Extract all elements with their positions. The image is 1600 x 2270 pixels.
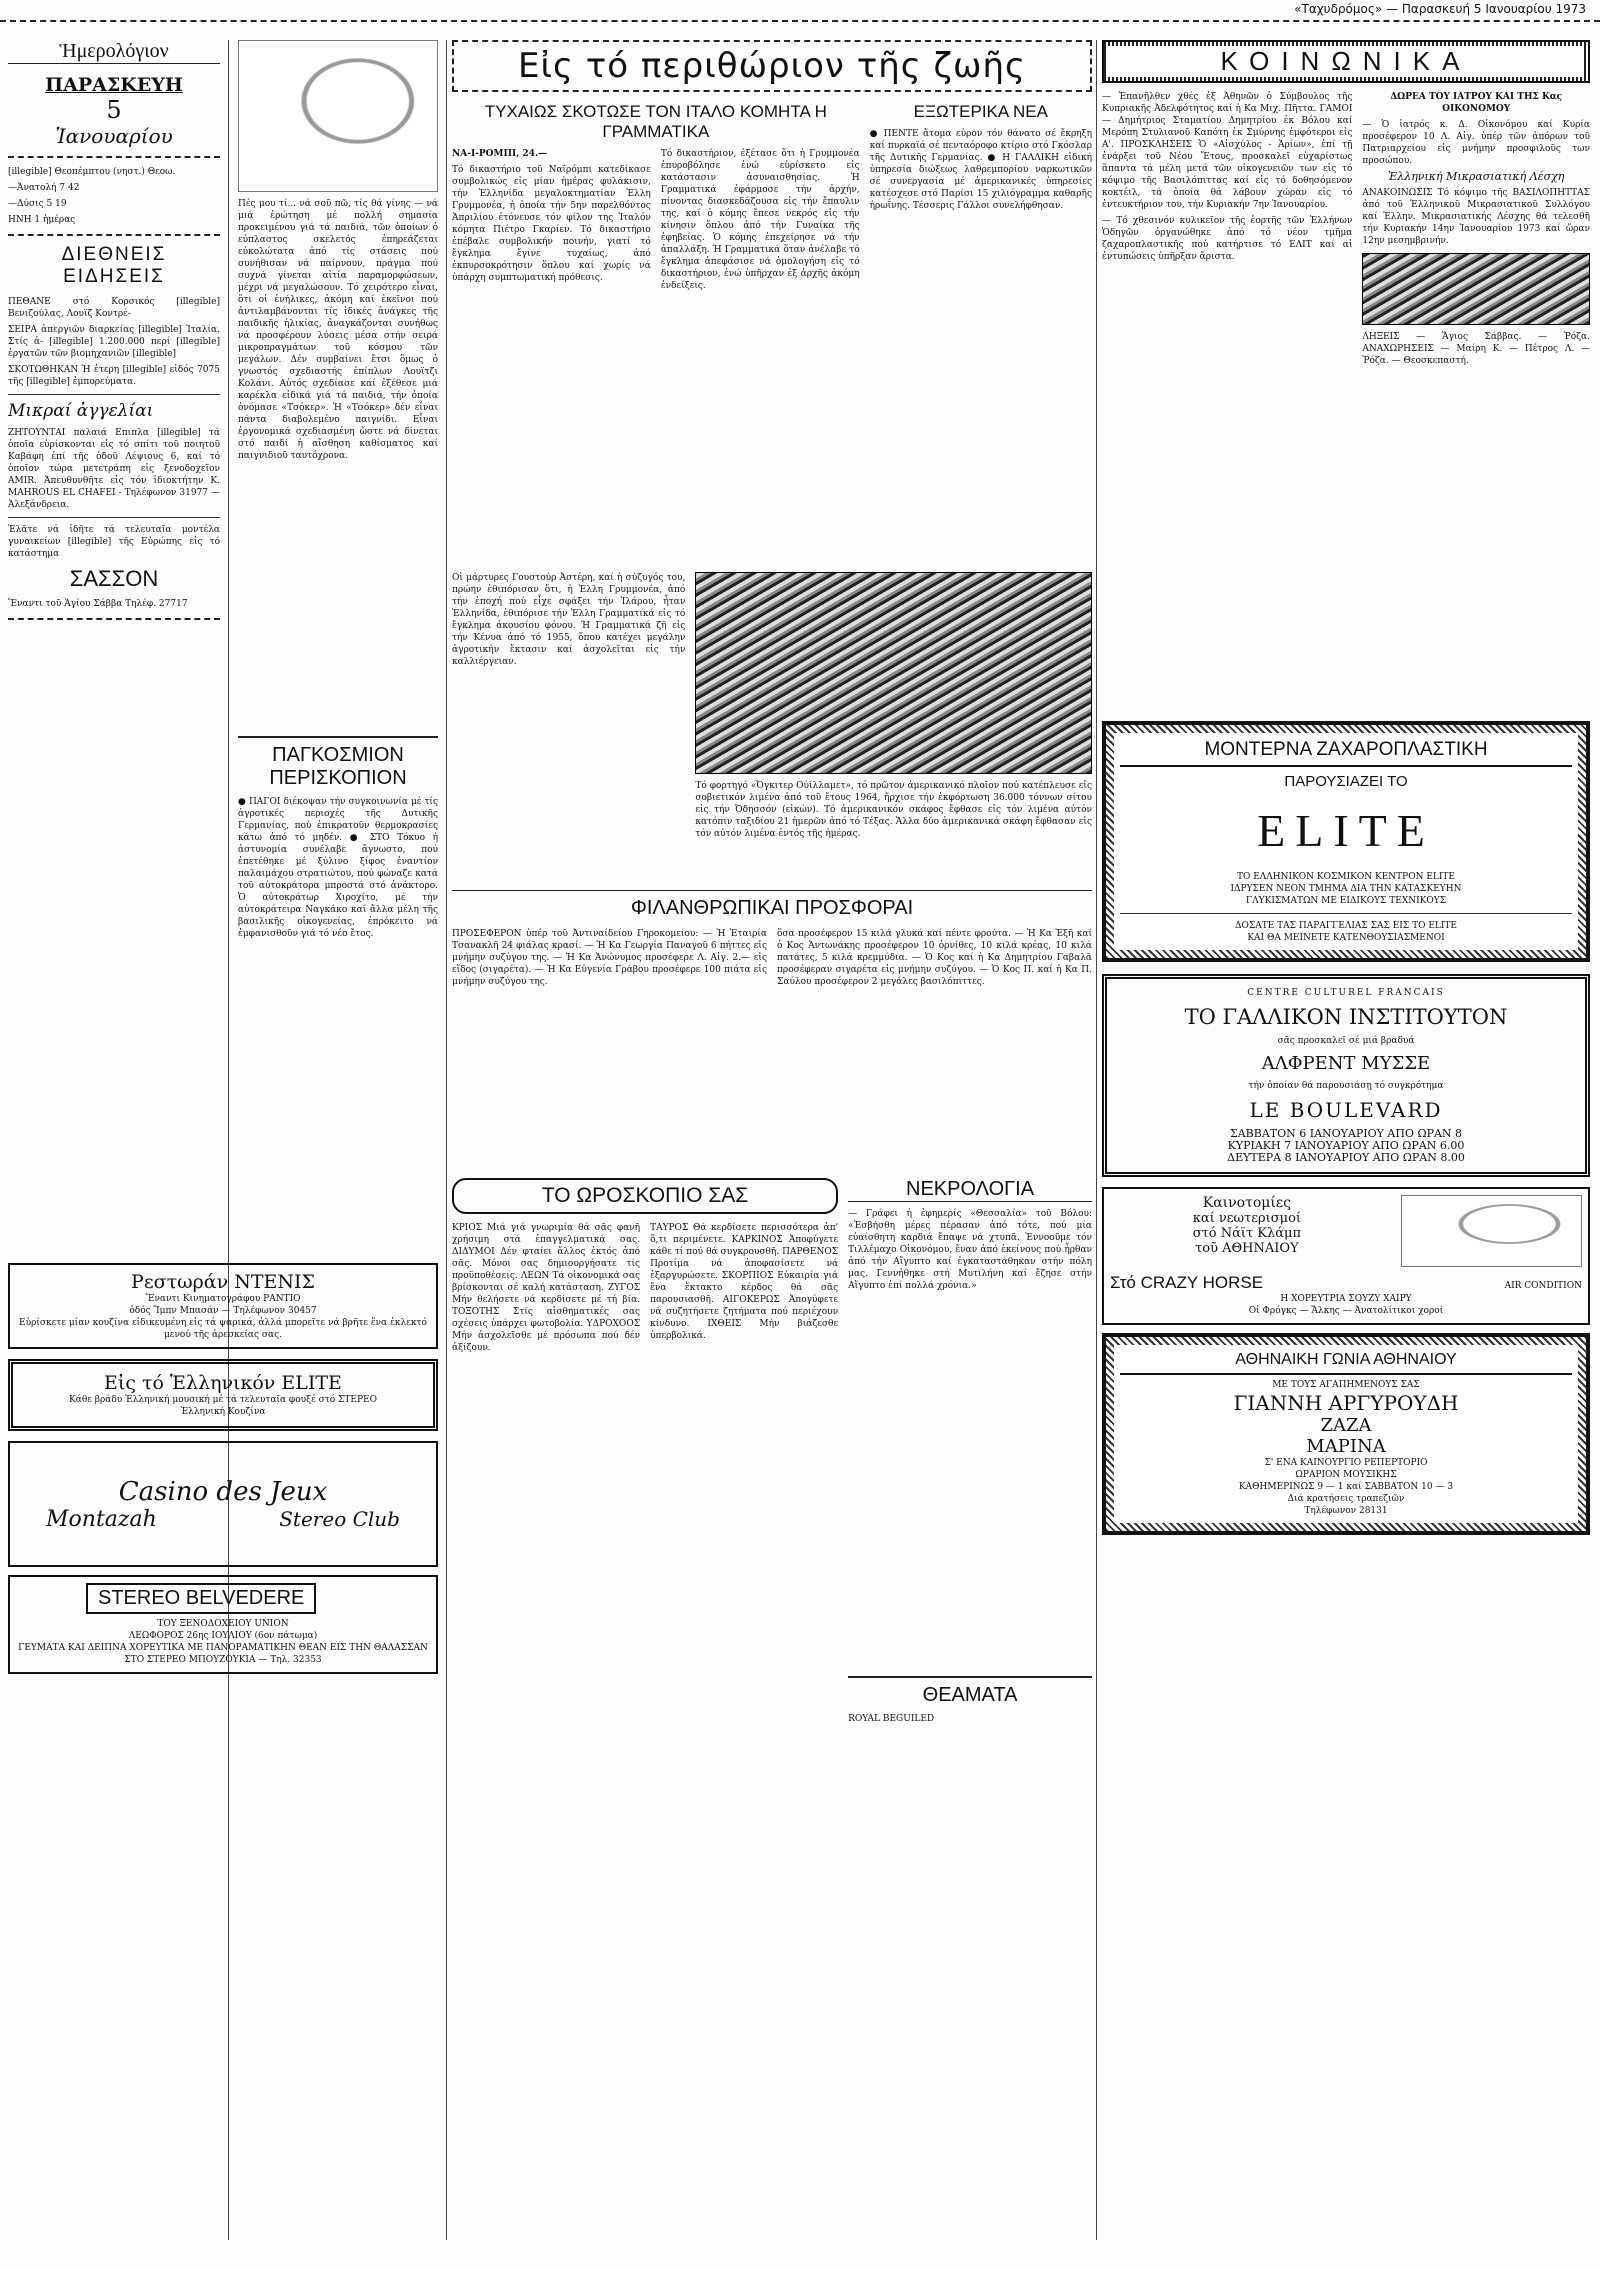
section-heading: Μικραί ἀγγελίαι	[8, 401, 154, 421]
foreign-news-title: ΕΞΩΤΕΡΙΚΑ ΝΕΑ	[913, 102, 1048, 121]
ad-line: ὁδός Ἴμπν Μπασάν — Τηλέφωνον 30457	[129, 1306, 317, 1316]
divider	[8, 394, 220, 395]
calendar-heading: Ἡμερολόγιον	[8, 40, 220, 64]
ad-line: ΜΑΡΙΝΑ	[1306, 1436, 1386, 1457]
photo-caption: Τό φορτηγό «Ὀγκιτερ Οὐίλλαμετ», τό πρῶτον ἀμερικανικό πλοῖον πού κατέπλευσε εἰς σοβιετικόν λιμένα ἀπό τοῦ ἔτους 1964, ἤρχισε τήν ἐκφόρτωση 36.000 τόννων σίτου εἰς τήν Ὀδησσόν (εἰκών). Τό ἀμερικανικόν σκάφος ἔφθασε εἰς τόν λιμένα αὐτόν κατόπιν ταξιδίου 21 ἡμερῶν ἀπό τό Τέξας. Ἄλλα δύο ἀμερικανικά σκάφη ἔφθασαν εἰς τόν αὐτόν λιμένα ἐντός τῆς ἡμέρας.	[695, 781, 1092, 839]
ad-belvedere	[8, 1575, 438, 1674]
announcement-text: ΑΝΑΚΟΙΝΩΣΙΣ Τό κόψιμο τῆς ΒΑΣΙΛΟΠΗΤΤΑΣ ἀπό τοῦ Ἑλληνικοῦ Μικρασιατικοῦ Συλλόγου καί Ἑλλην. Μικρασιατικής Λέσχης θά τελεσθῆ τήν Κυριακήν 14ην Ἰανουαρίου 1973 καί ὥραν 12ην μεσημβρινήν.	[1362, 188, 1590, 246]
ad-title: ΤΟ ΓΑΛΛΙΚΟΝ ΙΝΣΤΙΤΟΥΤΟΝ	[1184, 1005, 1508, 1029]
ad-line: ΓΙΑΝΝΗ ΑΡΓΥΡΟΥΔΗ	[1233, 1391, 1459, 1415]
foreign-news-text: ● ΠΕΝΤΕ ἄτομα εὗρον τόν θάνατο σέ ἔκρηξη καί πυρκαϊά σέ πενταόροφο κτίριο στό Γκόσλαρ τῆς Δυτικῆς Γερμανίας. ● Η ΓΑΛΛΙΚΗ εἰδική ὑπηρεσία διώξεως λαθρεμπορίου ναρκωτικῶν σέ συνεργασία μέ ἀμερικανικές ὑπηρεσίες κατέσχεσε στό Παρίσι 15 χιλιόγραμμα καθαρῆς ἡρωΐνης. Τέσσερις Γάλλοι συνελήφθησαν.	[869, 129, 1092, 211]
obituary-text: — Γράφει ἡ ἐφημερίς «Θεσσαλία» τοῦ Βόλου: «Ἐσβήσθη μέρες πέρασαν ἀπό τότε, πού μία εὐαίσθητη καρδιά ἔπαψε νά χτυπᾶ. Ἐννοοῦμε τόν Τιλλέμαχο Οἰκονόμου, ἕναν ἀπό ἐκείνους πού ἦρθαν ἀπό τήν Αἴγυπτο καί ἐγκαταστάθηκαν στήν πόλη μας. Γεννήθηκε στή Μυτιλήνη καί ἔζησε στήν Αἴγυπτο ἐπί πολλά χρόνια.»	[848, 1209, 1092, 1291]
calendar-lines	[8, 166, 220, 226]
ad-line: Σ' ΕΝΑ ΚΑΙΝΟΥΡΓΙΟ ΡΕΠΕΡΤΟΡΙΟ	[1264, 1458, 1428, 1468]
ad-top: CENTRE CULTUREL FRANCAIS	[1247, 988, 1445, 998]
ad-elite-logo: ELITE	[1257, 805, 1435, 856]
column-right	[1102, 40, 1590, 2240]
column-rule	[446, 40, 447, 2240]
article-paragraph: Τό δικαστήριον, ἐξέτασε ὅτι ἡ Γρυμμονέα ἐπυροβόλησε ἐνώ εὑρίσκετο εἰς κατάστασιν ἀσυναισθησίας. Ἡ Γραμματικά ἐφάρμοσε τήν ἀρχήν, πίνοντας διασκεδάζουσα εἰς τήν ἔπαυλιν της, καί ὁ κόμης ἔπεσε νεκρός εἰς τήν κίνησιν ὅπλου ἀπό τήν Γυναίκα τῆς ἐφηβείας. Ὁ κόμης ἐπεχείρησε νά τήν ἀπαλλάξη. Ἡ Γραμματικά ὅταν ἀνέλαβε τό ἔγκλημα ἀπεφάσισε νά ὁμολογήση εἰς τό δικαστήριον, ἐνώ ὑπῆρχαν ἐξ ἀρχῆς ἀκόμη ἐνδείξεις.	[660, 149, 860, 291]
ad-line: καί νεωτερισμοί	[1192, 1211, 1302, 1226]
sasson-address: Ἔναντι τοῦ Ἁγίου Σάββα Τηλέφ. 27717	[8, 599, 188, 609]
ship-photo	[695, 572, 1092, 774]
news-list	[8, 296, 220, 388]
news-item: ΠΕΘΑΝΕ στό Κορσικός [illegible] Βενιζούλας, Λουϊζ Κοντρέ-	[8, 297, 220, 319]
ad-line: ΤΟΥ ΞΕΝΟΔΟΧΕΙΟΥ UNION	[157, 1619, 289, 1629]
calendar-line: [illegible] Θεοπέμπτου (νηστ.) Θεοω.	[8, 167, 176, 177]
ad-subtitle: ΠΑΡΟΥΣΙΑΖΕΙ ΤΟ	[1284, 773, 1408, 790]
ad-title: Ρεστωράν ΝΤΕΝΙΣ	[131, 1271, 315, 1293]
ad-line: Η ΧΟΡΕΥΤΡΙΑ ΣΟΥΖΥ ΧΑΙΡΥ	[1280, 1294, 1412, 1304]
divider	[8, 517, 220, 518]
ad-line: Εὑρίσκετε μίαν κουζίνα εἰδικευμένη εἰς τά ψαρικά, ἀλλά μπορεῖτε νά βρῆτε ἕνα ἐκλεκτό μενού τῆς ἀρεσκείας σας.	[19, 1318, 427, 1340]
periscope-text: ● ΠΑΓΟΙ διέκοψαν τήν συγκοινωνία μέ τίς ἀγροτικές περιοχές τῆς Δυτικῆς Γερμανίας, πού ἐπικρατοῦν θερμοκρασίες κάτω ἀπό τό μηδέν. ● ΣΤΟ Τόκυο ἡ ἀστυνομία συνέλαβε ἄγνωστο, πού ἐπετέθηκε μέ ξύλινο ξίφος ἐναντίον παλαιμάχου στρατιώτου, πού φώναζε κατά τοῦ αὐτοκράτορα μπροστά στό ἀνάκτορο. Ὁ αὐτοκράτωρ Χιροχίτο, μέ τήν αὐτοκράτειρα Ναγκάκο καί ἄλλα μέλη τῆς βασιλικῆς οἰκογενείας, ἐπρόκειτο νά ἐμφανισθοῦν γιά τό νέο ἔτος.	[238, 797, 438, 939]
column-left	[8, 40, 220, 2240]
lead-article-col2	[661, 148, 860, 588]
ad-line: ΖΑΖΑ	[1320, 1415, 1372, 1436]
ad-date: ΣΑΒΒΑΤΟΝ 6 ΙΑΝΟΥΑΡΙΟΥ ΑΠΟ ΩΡΑΝ 8	[1229, 1127, 1463, 1140]
donation-title: ΔΩΡΕΑ ΤΟΥ ΙΑΤΡΟΥ ΚΑΙ ΤΗΣ Κας ΟΙΚΟΝΟΜΟΥ	[1390, 92, 1563, 114]
ad-line: ΙΔΡΥΣΕΝ ΝΕΟΝ ΤΜΗΜΑ ΔΙΑ ΤΗΝ ΚΑΤΑΣΚΕΥΗΝ	[1230, 884, 1462, 894]
koinonika-side	[1362, 91, 1590, 721]
ad-title: Εἰς τό Ἑλληνικόν ELITE	[104, 1372, 342, 1394]
ad-crazy-horse	[1102, 1187, 1590, 1325]
column-rule	[228, 40, 229, 2240]
ad-line: στό Νάϊτ Κλάμπ	[1192, 1226, 1302, 1241]
calendar-line: —Ἀνατολή 7 42	[8, 183, 80, 193]
koinonika-paragraph: — Τό χθεσινόν κυλικεῖον τῆς ἑορτῆς τῶν Ἑλλήνων Ὁδηγῶν ὀργανώθηκε ἀπό τό νέον τμῆμα ζαχαροπλαστικῆς πού κατήρτισε τό ΕΛΙΤ καί αἱ ἐντυπώσεις ὑπῆρξαν ἄριστα.	[1102, 216, 1353, 262]
ad-line: Τηλέφωνον 28131	[1304, 1506, 1388, 1516]
divider	[1120, 913, 1572, 914]
ad-line: ΜΕ ΤΟΥΣ ΑΓΑΠΗΜΕΝΟΥΣ ΣΑΣ	[1272, 1380, 1420, 1390]
ad-line: Διά κρατήσεις τραπεζιῶν	[1287, 1494, 1405, 1504]
calendar-month: Ἰανουαρίου	[55, 124, 173, 148]
ship-illustration	[1362, 253, 1590, 325]
lesxi-title: Ἑλληνική Μικρασιατική Λέσχη	[1388, 170, 1565, 183]
ad-line: ΩΡΑΡΙΟΝ ΜΟΥΣΙΚΗΣ	[1295, 1470, 1397, 1480]
charity-title: ΦΙΛΑΝΘΡΩΠΙΚΑΙ ΠΡΟΣΦΟΡΑΙ	[452, 890, 1092, 920]
horoscope-col2: ΤΑΥΡΟΣ Θά κερδίσετε περισσότερα ἀπ' ὅ,τι περιμένετε. ΚΑΡΚΙΝΟΣ Ἀποφύγετε κάθε τί πού θά συγκρουσθῆ. ΠΑΡΘΕΝΟΣ Προτίμα νά ἀποφασίσετε νά ἐξαργυρώσετε. ΣΚΟΡΠΙΟΣ Εὐκαιρία γιά ἕνα ἔκτακτο κέρδος θά σᾶς παρουσιασθῆ. ΑΙΓΟΚΕΡΩΣ Ἀπογύφετε νά συζητήσετε ζητήματα πού περιέχουν κίνδυνο. ΙΧΘΕΙΣ Μήν βιάζεσθε ὑπερβολικά.	[650, 1223, 839, 1341]
column-second	[238, 40, 438, 2240]
section-heading: ΔΙΕΘΝΕΙΣ ΕΙΔΗΣΕΙΣ	[61, 244, 167, 287]
ad-line: ΣΤΟ ΣΤΕΡΕΟ ΜΠΟΥΖΟΥΚΙΑ — Τηλ. 32353	[124, 1655, 322, 1665]
ad-athinaiki-gonia	[1102, 1333, 1590, 1535]
ad-group: LE BOULEVARD	[1249, 1098, 1443, 1122]
charity-col2: ὅσα προσέφερον 15 κιλά γλυκά καί πέντε φρούτα. — Ἡ Κα Ἐξῆ καί ὁ Κος Ἀντωνάκης προσέφερον 10 ὀρνίθες, 10 κιλά κρέας, 10 κιλά πατάτες, 5 κιλά κρεμμύδια. — Ὁ Κος καί ἡ Κα Δημητρίου Γαβαλᾶ προσέφεραν σιγαρέτα εἰς μνήμην συζύγου. — Ὁ Κος Π. καί ἡ Κα Π. Σαύλου προσέφερον 2 μεγάλες βασιλόπιττες.	[777, 929, 1092, 987]
ad-greek-elite	[8, 1359, 438, 1431]
ad-line: ΤΟ ΕΛΛΗΝΙΚΟΝ ΚΟΣΜΙΚΟΝ ΚΕΝΤΡΟΝ ELITE	[1236, 872, 1456, 882]
news-item: ΣΚΟΤΩΘΗΚΑΝ Ἡ ἐτερη [illegible] εἰδός 7075 τῆς [illegible] ἐμπορεύματα.	[8, 365, 220, 387]
ad-title: ΜΟΝΤΕΡΝΑ ΖΑΧΑΡΟΠΛΑΣΤΙΚΗ	[1120, 739, 1572, 767]
koinonika-paragraph: — Ἐπανῆλθεν χθές ἐξ Ἀθηνῶν ὁ Σύμβουλος τῆς Κυπριακῆς Ἀδελφότητος καί ἡ Κα Μιχ. Πῆττα. ΓΑΜΟΙ — Δημήτριος Σταματίου Δημητρίου ἐκ Βόλου καί Μερόπη Στυλιανοῦ Καπότη ἐκ Σμύρνης ἐμφότεροι εἰς Α'. ΠΡΟΣΚΛΗΣΕΙΣ Ὁ «Αἰσχύλος - Ἀρίων», ἐπί τῇ ἐνάρξει τοῦ Νέου Ἔτους, προσκαλεῖ εὐχαρίστως ἅπαντα τά μέλη μετά τῶν οἰκογενειῶν των εἰς τό κόψιμο τῆς Βασιλόπιττας καί εἰς τό δοθησόμενον κοκτέιλ, τά ὁποία θά λάβουν χώραν εἰς τό ἐντευκτήριον του, τήν Κυριακήν 7ην Ἰανουαρίου.	[1102, 92, 1353, 210]
charity-col1: ΠΡΟΣΕΦΕΡΟΝ ὑπέρ τοῦ Ἀντιναίδείου Γηροκομείου: — Ἡ Ἑταιρία Τσανακλῆ 24 φιάλας κρασί. — Ἡ Κα Γεωργία Παναγοῦ 6 πήττες εἰς μνήμην συζύγου της. — Ἡ Κα Ἀνώνυμος προσέφερε Λ. Αἰγ. 2.— εἰς εἴδος (σιγαρέτα). — Ἡ Κα Εὐγενία Γράβου προσέφερε 100 πιάτα εἰς μνήμην συζύγου της.	[452, 929, 767, 987]
ad-line: ΛΕΩΦΟΡΟΣ 26ης ΙΟΥΛΙΟΥ (6ον πάτωμα)	[128, 1631, 318, 1641]
ad-line: ΓΕΥΜΑΤΑ ΚΑΙ ΔΕΙΠΝΑ ΧΟΡΕΥΤΙΚΑ ΜΕ ΠΑΝΟΡΑΜΑΤΙΚΗΝ ΘΕΑΝ ΕΙΣ ΤΗΝ ΘΑΛΑΣΣΑΝ	[18, 1643, 428, 1653]
lixeis-text: ΛΗΞΕΙΣ — Ἅγιος Σάββας. — Ῥόζα. ΑΝΑΧΩΡΗΣΕΙΣ — Μαίρη Κ. — Πέτρος Λ. — Ῥόζα. — Θεοσκεπαστή.	[1362, 332, 1590, 366]
obituary-title: ΝΕΚΡΟΛΟΓΙΑ	[848, 1178, 1092, 1202]
theamata-title: ΘΕΑΜΑΤΑ	[848, 1676, 1092, 1707]
ad-line: Καινοτομίες	[1202, 1195, 1291, 1211]
sasson-name: ΣΑΣΣΟΝ	[69, 566, 159, 591]
casino-club: Stereo Club	[279, 1506, 400, 1531]
ad-casino	[8, 1441, 438, 1567]
ad-line: Κάθε βράδυ Ἑλληνική μουσική μέ τά τελευταῖα φουξέ στό ΣΤΕΡΕΟ	[69, 1395, 377, 1405]
lead-article-continued: Οἱ μάρτυρες Γουστούρ Ἀστέρη, καί ἡ σύζυγός του, πρώην ἐθιπόρισαν ὅτι, ἡ Ἐλλη Γρυμμονέα, ἀπό τήν ἐποχή πού εἶχε σφάξει τήν Ἱλάρου, ἦταν Ἑλληνίδα, ἐθιπόρισε τήν Ἐλλη Γραμματικά εἰς τό ἔγκλημα ἀκουσίου φόνου. Ἡ Γραμματικά ζῆ εἰς τήν Κένυα ἀπό τό 1955, ὅπου κατέχει μεγάλην ἀγροτικήν ἔκτασιν καί ἀσχολεῖται εἰς τήν καλλιέργειαν.	[452, 573, 686, 667]
ad-line: Ἑλληνική Κουζίνα	[180, 1407, 266, 1417]
child-chair-illustration	[238, 40, 438, 192]
lower-left-ads	[8, 1255, 438, 1682]
lead-article-col1	[452, 148, 651, 588]
ad-name: ΑΛΦΡΕΝΤ ΜΥΣΣΕ	[1261, 1053, 1431, 1074]
koinonika-title: ΚΟΙΝΩΝΙΚΑ	[1108, 46, 1584, 77]
ad-title: STEREO BELVEDERE	[86, 1583, 316, 1614]
column-center	[452, 40, 1092, 2240]
lead-article-title: ΤΥΧΑΙΩΣ ΣΚΟΤΩΣΕ ΤΟΝ ΙΤΑΛΟ ΚΟΜΗΤΑ Η ΓΡΑΜΜΑΤΙΚΑ	[484, 102, 827, 141]
ad-title: ΑΘΗΝΑΙΚΗ ΓΩΝΙΑ ΑΘΗΝΑΙΟΥ	[1120, 1351, 1572, 1375]
horse-logo	[1401, 1195, 1582, 1267]
dateline: ΝΑ-Ι-ΡΟΜΠΙ, 24.—	[452, 149, 548, 159]
section-banner: Εἰς τό περιθώριον τῆς ζωῆς	[452, 40, 1092, 92]
casino-name: Casino des Jeux	[118, 1476, 328, 1507]
divider	[8, 234, 220, 236]
chair-story: Πές μου τί... νά σοῦ πῶ, τίς θά γίνης — νά μιά ἐρώτηση μέ πολλή σημασία προκειμένου γιά τά παιδιά, τῶν ὁποίων ὁ εὐπλαστος σκελετός ἐπηρεάζεται εὐκολώτατα ἀπό τίς στάσεις πού συνήθισαν νά παίρνουν, πράγμα πού συχνά γίνεται αἰτία παραμορφώσεων, μέχρι νά μεγαλώσουν. Τό χειρότερο εἶναι, ὅτι οἱ ἐνήλικες, ἀκόμη καί ἐκεῖνοι πού ἀντιλαμβάνονται τίς ἰδικές ἀνάγκες τῆς παιδικῆς ἡλικίας, ἀναγκάζονται συνήθως νά προσφέρουν λύσεις μέσα στήν σειρά μικροπραγμάτων τοῦ κόσμου τῶν μεγάλων. Δέν συμβαίνει ἔτσι ὅμως ὁ γνωστός σχεδιαστής ἐπίπλων Λουϊτζι Κολάνι. Αὐτός σχεδίασε καί ἐξέθεσε μιά καρέκλα εἰδικά γιά τά παιδιά, τήν ὁποία ὀνόμασε «Τσόκερ». Ἡ «Τσόκερ» δέν εἶναι πάντα διαβολεμένο παιγνίδι. Εἶναι ἐργονομικά σχεδιασμένη ὥστε νά δίνεται στό παιδί ἡ αἴσθηση καθίσματος καί παιγνιδιοῦ ταυτόχρονα.	[238, 199, 438, 461]
page-header-line	[0, 0, 1600, 22]
article-paragraph: Τό δικαστήριο τοῦ Ναϊρόμπι κατεδίκασε συμβολικώς εἰς μίαν ἡμέρας φυλάκισιν, τήν Ἑλληνίδα μεγαλοκτηματίαν Ἐλλη Γρυμμονέα, ἡ ὁποία τήν 5ην παρελθόντος Ἀπριλίου ἐτόνευσε τόν φίλον της Ἰταλόν κόμητα Πιέτρο Γκαρίεν. Τό δικαστήριο ἐπέβαλε συμβολικήν ποινήν, γιατί τό ἔγκλημα ἔγινε τυχαίως, ἀπό ἐκπυρσοκρότησιν ὅπλου καί χωρίς νά ὑπάρχη συμπτωματική πρόθεσις.	[452, 165, 651, 283]
calendar-day: ΠΑΡΑΣΚΕΥΗ	[45, 74, 183, 96]
koinonika-banner	[1102, 40, 1590, 83]
theamata-text: ROYAL BEGUILED	[848, 1714, 935, 1724]
ad-line: σᾶς προσκαλεῖ σέ μιά βραδυά	[1277, 1036, 1415, 1046]
ad-line: ΔΟΣΑΤΕ ΤΑΣ ΠΑΡΑΓΓΕΛΙΑΣ ΣΑΣ ΕΙΣ ΤΟ ELITE	[1235, 921, 1457, 931]
sasson-intro: Ἐλᾶτε νά ἰδῆτε τά τελευταῖα μοντέλα γυναικείων [illegible] τῆς Εὐρώπης εἰς τό κατάστημα	[8, 525, 220, 559]
ad-line: ΓΛΥΚΙΣΜΑΤΩΝ ΜΕ ΕΙΔΙΚΟΥΣ ΤΕΧΝΙΚΟΥΣ	[1245, 896, 1447, 906]
ad-line: τοῦ ΑΘΗΝΑΙΟΥ	[1195, 1241, 1299, 1256]
ad-line: AIR CONDITION	[1504, 1281, 1582, 1291]
horoscope-title: ΤΟ ΩΡΟΣΚΟΠΙΟ ΣΑΣ	[452, 1178, 838, 1214]
ad-denis	[8, 1263, 438, 1349]
ad-line: ΚΑΘΗΜΕΡΙΝΩΣ 9 — 1 καί ΣΑΒΒΑΤΟΝ 10 — 3	[1238, 1482, 1454, 1492]
divider	[8, 618, 220, 620]
koinonika-text	[1102, 91, 1352, 721]
ad-line: Οἱ Φρόγκς — Ἄλκης — Ἀνατολίτικοι χοροί	[1248, 1306, 1444, 1316]
calendar-date: 5	[106, 96, 122, 124]
divider	[8, 156, 220, 158]
ad-line: τήν ὁποίαν θά παρουσιάσῃ τό συγκρότημα	[1248, 1081, 1444, 1091]
ad-date: ΚΥΡΙΑΚΗ 7 ΙΑΝΟΥΑΡΙΟΥ ΑΠΟ ΩΡΑΝ 6.00	[1227, 1139, 1465, 1152]
ad-line: Στό CRAZY HORSE	[1110, 1273, 1264, 1292]
ad-institute	[1102, 974, 1590, 1177]
casino-place: Montazah	[46, 1506, 157, 1532]
ad-line: ΚΑΙ ΘΑ ΜΕΙΝΕΤΕ ΚΑΤΕΝΘΟΥΣΙΑΣΜΕΝΟΙ	[1247, 933, 1445, 943]
calendar-line: —Δύσις 5 19	[8, 199, 67, 209]
calendar-line: ΗΝΗ 1 ἡμέρας	[8, 215, 76, 225]
header-text: «Ταχυδρόμος» — Παρασκευή 5 Ιανουαρίου 1973	[1294, 2, 1586, 16]
news-item: ΣΕΙΡΑ ἀπεργιῶν διαρκείας [illegible] Ἰταλία. Στίς ἀ- [illegible] 1.200.000 περί [illegible] ἐργατῶν τῶν βιομηχανιῶν [illegible]	[8, 325, 220, 359]
horoscope-col1: ΚΡΙΟΣ Μιά γιά γνωριμία θά σᾶς φανῆ χρήσιμη στά ἐπαγγελματικά σας. ΔΙΔΥΜΟΙ Δέν φταίει ἄλλος ἐκτός ἀπό σᾶς. Μόνοι σας δημιουργήσατε τίς προϋποθέσεις. ΛΕΩΝ Τά οἰκονομικά σας βρίσκονται σέ καλή κατάσταση. ΖΥΓΟΣ Μήν θελήσετε νά κερδίσετε μέ τή βία. ΤΟΞΟΤΗΣ Στίς αἰσθηματικές σας σχέσεις ὑπάρχει φωτοβολία. ΥΔΡΟΧΟΟΣ Μήν ἀσχολεῖσθε μέ πρόσωπα πού δέν ἀξίζουν.	[452, 1223, 641, 1353]
donation-text: — Ὁ ἰατρός κ. Δ. Οἰκονόμου καί Κυρία προσέφερον 10 Λ. Αἰγ. ὑπέρ τῶν ἀπόρων τοῦ Πατριαρχείου εἰς μνήμην προσφιλοῦς των προσώπου.	[1362, 120, 1590, 166]
ad-line: Ἔναντι Κινηματογράφου ΡΑΝΤΙΟ	[145, 1294, 301, 1304]
periscope-heading: ΠΑΓΚΟΣΜΙΟΝ ΠΕΡΙΣΚΟΠΙΟΝ	[238, 736, 438, 790]
classified-text: ΖΗΤΟΥΝΤΑΙ παλαιά Επιπλα [illegible] τά ὁποῖα εὑρίσκονται εἰς τό σπίτι τοῦ ποιητοῦ Καβάφη ἐπί τῆς ὁδοῦ Λέψιους 6, καί τό ὁποῖον τώρα μετετράπη εἰς ξενοδοχεῖον AMIR. Ἀπευθυνθῆτε εἰς τόν ἰδιοκτήτην Κ. MAHROUS EL CHAFEI - Τηλέφωνον 31977 — Ἀλεξάνδρεια.	[8, 428, 220, 510]
column-rule	[1096, 40, 1097, 2240]
ad-date: ΔΕΥΤΕΡΑ 8 ΙΑΝΟΥΑΡΙΟΥ ΑΠΟ ΩΡΑΝ 8.00	[1227, 1151, 1465, 1164]
ad-zaxaroplastiki	[1102, 721, 1590, 962]
